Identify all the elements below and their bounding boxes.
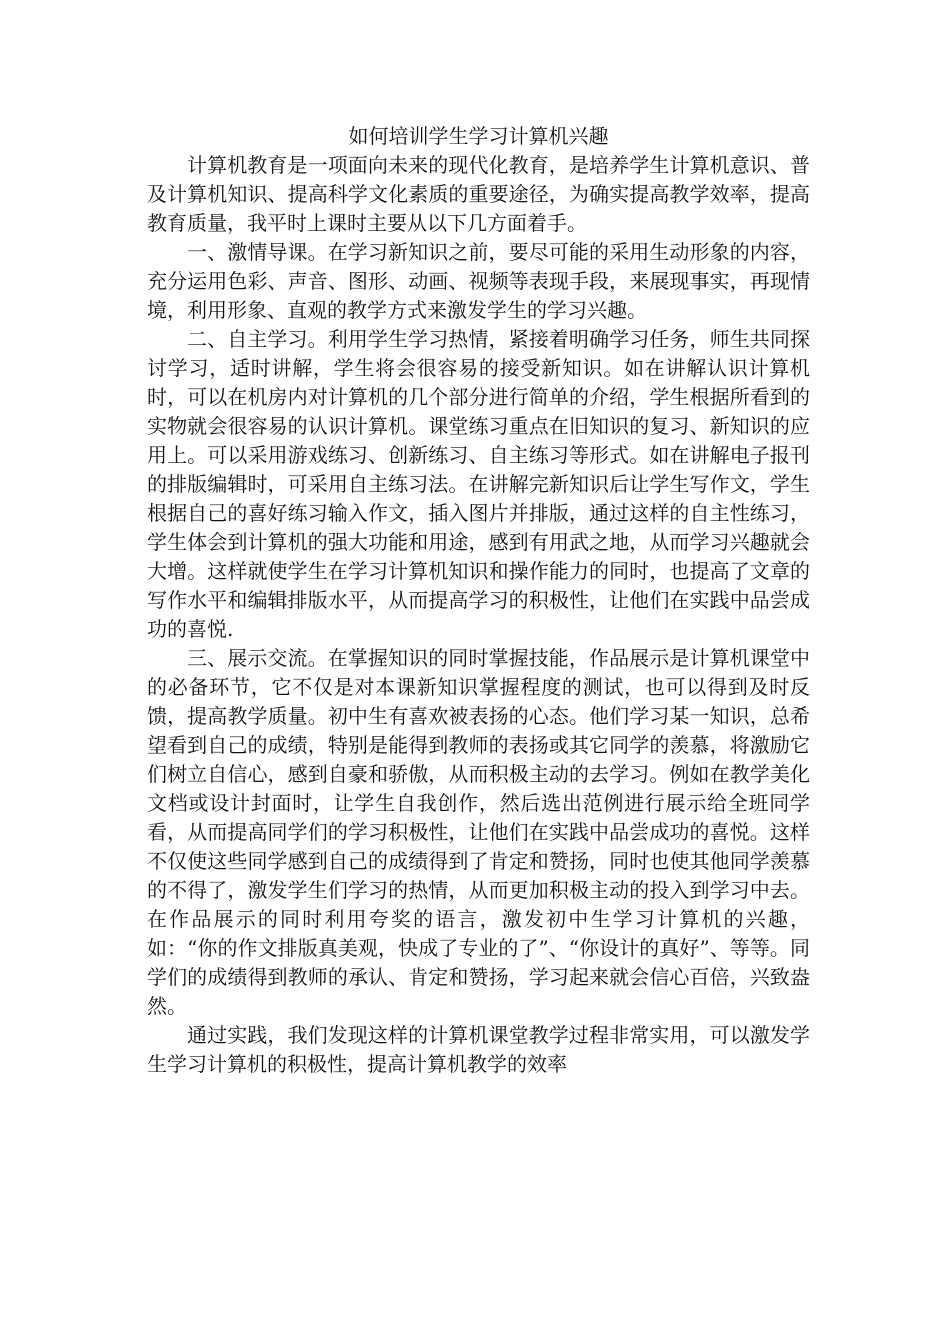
paragraph-conclusion: 通过实践，我们发现这样的计算机课堂教学过程非常实用，可以激发学生学习计算机的积极性，提高计算机教学的效率 bbox=[147, 1023, 810, 1076]
paragraph-intro: 计算机教育是一项面向未来的现代化教育，是培养学生计算机意识、普及计算机知识、提高科学文化素质的重要途径，为确实提高教学效率，提高教育质量，我平时上课时主要从以下几方面着手。 bbox=[147, 153, 810, 235]
paragraph-section-1: 一、激情导课。在学习新知识之前，要尽可能的采用生动形象的内容，充分运用色彩、声音、图形、动画、视频等表现手段，来展现事实，再现情境，利用形象、直观的教学方式来激发学生的学习兴趣。 bbox=[147, 240, 810, 322]
document-title: 如何培训学生学习计算机兴趣 bbox=[348, 124, 609, 148]
paragraph-section-2: 二、自主学习。利用学生学习热情，紧接着明确学习任务，师生共同探讨学习，适时讲解，学生将会很容易的接受新知识。如在讲解认识计算机时，可以在机房内对计算机的几个部分进行简单的介绍，学生根据所看到的实物就会很容易的认识计算机。课堂练习重点在旧知识的复习、新知识的应用上。可以采用游戏练习、创新练习、自主练习等形式。如在讲解电子报刊的排版编辑时，可采用自主练习法。在讲解完新知识后让学生写作文，学生根据自己的喜好练习输入作文，插入图片并排版，通过这样的自主性练习，学生体会到计算机的强大功能和用途，感到有用武之地，从而学习兴趣就会大增。这样就使学生在学习计算机知识和操作能力的同时，也提高了文章的写作水平和编辑排版水平，从而提高学习的积极性，让他们在实践中品尝成功的喜悦. bbox=[147, 327, 810, 641]
paragraph-section-3: 三、展示交流。在掌握知识的同时掌握技能，作品展示是计算机课堂中的必备环节，它不仅是对本课新知识掌握程度的测试，也可以得到及时反馈，提高教学质量。初中生有喜欢被表扬的心态。他们学习某一知识，总希望看到自己的成绩，特别是能得到教师的表扬或其它同学的羡慕，将激励它们树立自信心，感到自豪和骄傲，从而积极主动的去学习。例如在教学美化文档或设计封面时，让学生自我创作，然后选出范例进行展示给全班同学看，从而提高同学们的学习积极性，让他们在实践中品尝成功的喜悦。这样不仅使这些同学感到自己的成绩得到了肯定和赞扬，同时也使其他同学羡慕的不得了，激发学生们学习的热情，从而更加积极主动的投入到学习中去。在作品展示的同时利用夸奖的语言，激发初中生学习计算机的兴趣，如：“你的作文排版真美观，快成了专业的了”、“你设计的真好”、等等。同学们的成绩得到教师的承认、肯定和赞扬，学习起来就会信心百倍，兴致盎然。 bbox=[147, 646, 810, 1018]
document-page bbox=[147, 122, 810, 1079]
